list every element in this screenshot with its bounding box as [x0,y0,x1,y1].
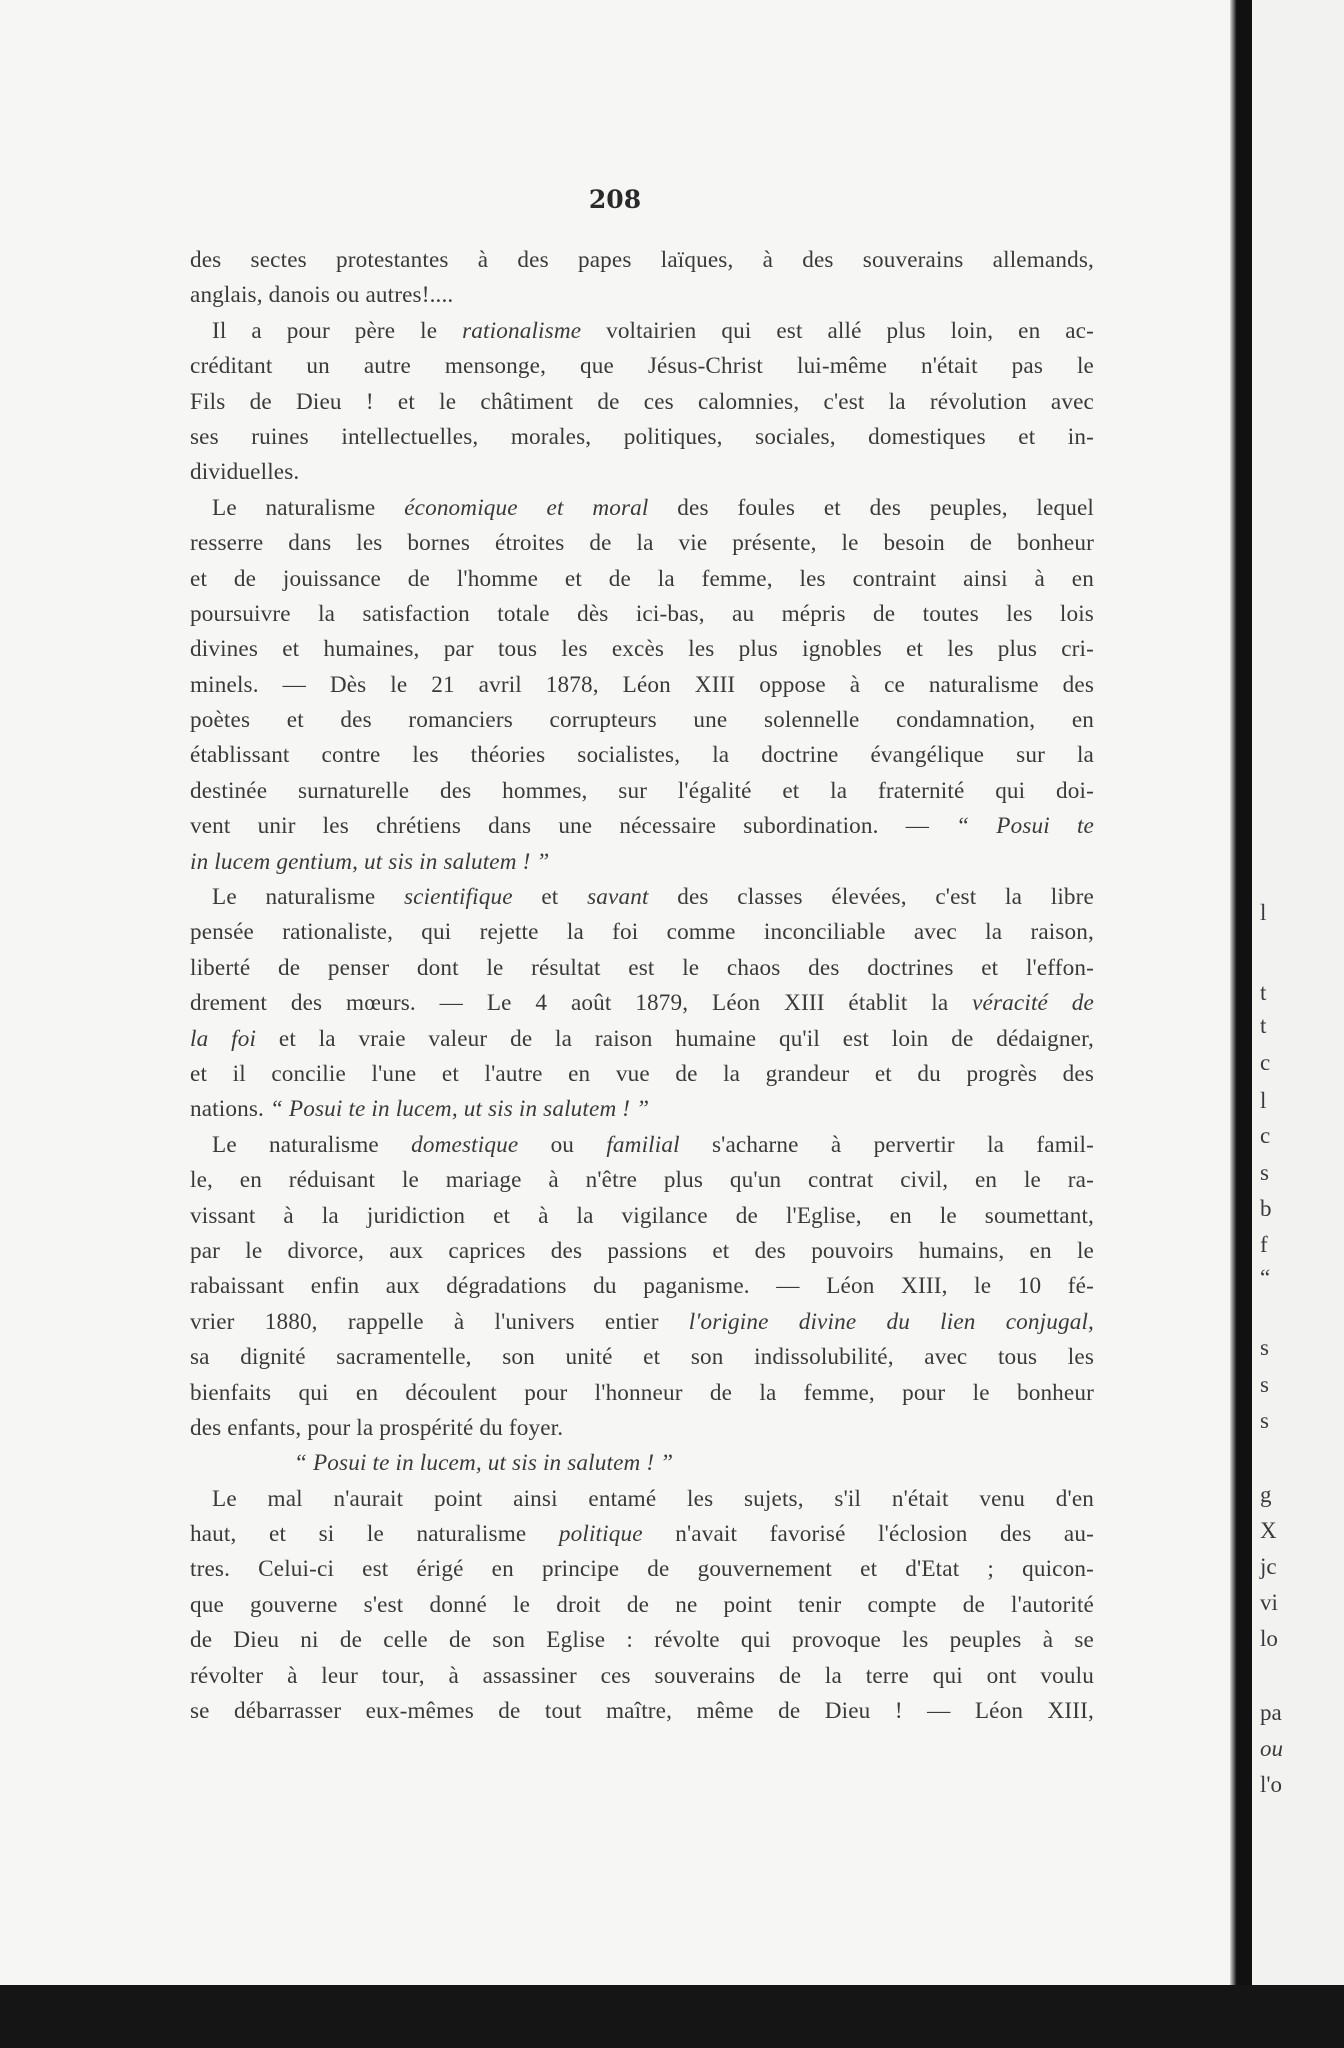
text-line [190,491,1094,526]
text-segment: Le naturalisme [212,494,405,521]
text-line [190,738,1094,773]
text-segment: ou [518,1131,607,1158]
right-page-fragment: t [1260,1013,1267,1038]
text-line [190,809,1094,844]
text-segment: resserre dans les bornes étroites de la vie présente, le besoin de bonheur [190,530,1094,557]
right-page-fragment: “ [1260,1265,1271,1290]
text-segment: vrier 1880, rappelle à l'univers entier [190,1308,689,1335]
text-segment: Le naturalisme [212,884,404,911]
text-segment: poètes et des romanciers corrupteurs une solennelle condamnation, en [190,707,1094,734]
text-line [190,1092,1094,1127]
text-segment: et [512,884,588,911]
text-line [190,1340,1094,1375]
text-line [190,668,1094,703]
text-segment: établissant contre les théories socialistes, la doctrine évangélique sur la [190,742,1094,769]
text-line [190,1482,1094,1517]
text-segment: n'avait favorisé l'éclosion des au- [642,1521,1094,1548]
text-segment: et de jouissance de l'homme et de la femme, les contraint ainsi à en [190,565,1094,592]
right-page-edge [1252,0,1344,1985]
right-page-fragment: jc [1260,1554,1277,1579]
text-line [190,1022,1094,1057]
text-line [190,1057,1094,1092]
text-segment: bienfaits qui en découlent pour l'honneur de la femme, pour le bonheur [190,1379,1094,1406]
text-segment: anglais, danois ou autres!.... [190,282,454,309]
text-segment: liberté de penser dont le résultat est le chaos des doctrines et l'effon- [190,954,1094,981]
text-segment: par le divorce, aux caprices des passions et des pouvoirs humains, en le [190,1237,1094,1264]
italic-text: domestique [411,1131,519,1158]
text-segment: tres. Celui-ci est érigé en principe de gouvernement et d'Etat ; quicon- [190,1556,1094,1583]
text-line [190,278,1094,313]
text-line [190,703,1094,738]
text-line [190,1411,1094,1446]
italic-text: la foi [190,1025,257,1052]
text-line [190,951,1094,986]
text-segment: s'acharne à pervertir la famil- [679,1131,1094,1158]
italic-text: savant [587,884,649,911]
text-segment: pensée rationaliste, qui rejette la foi comme inconciliable avec la raison, [190,919,1094,946]
text-line [190,1269,1094,1304]
right-page-fragment: ou [1260,1736,1283,1761]
text-line [190,1305,1094,1340]
right-page-fragment: s [1260,1408,1269,1433]
text-line [190,1163,1094,1198]
right-page-fragment: c [1260,1050,1271,1075]
body-text [190,243,1094,1729]
page-number: 208 [588,185,642,214]
text-line [190,1659,1094,1694]
text-segment: Le naturalisme [212,1131,412,1158]
scan-bottom-edge [0,1985,1344,2048]
text-line [190,562,1094,597]
text-line [190,1694,1094,1729]
italic-text: économique et moral [404,494,649,521]
text-segment: Fils de Dieu ! et le châtiment de ces calomnies, c'est la révolution avec [190,388,1094,415]
text-segment: des enfants, pour la prospérité du foyer. [190,1414,564,1441]
italic-text: rationalisme [462,317,582,344]
text-line [190,1128,1094,1163]
right-page-fragment: b [1260,1196,1272,1221]
text-segment: de Dieu ni de celle de son Eglise : révolte qui provoque les peuples à se [190,1627,1094,1654]
italic-text: scientifique [403,884,513,911]
text-segment: ses ruines intellectuelles, morales, politiques, sociales, domestiques et in- [190,423,1094,450]
italic-text: l'origine divine du lien conjugal, [688,1308,1094,1335]
right-page-fragment: f [1260,1232,1268,1257]
text-segment: sa dignité sacramentelle, son unité et son indissolubilité, avec tous les [190,1344,1094,1371]
text-line [190,986,1094,1021]
italic-text: “ Posui te in lucem, ut sis in salutem ! ” [294,1450,674,1477]
right-page-fragment: s [1260,1160,1269,1185]
text-segment: destinée surnaturelle des hommes, sur l'égalité et la fraternité qui doi- [190,777,1094,804]
italic-text: in lucem gentium, ut sis in salutem ! ” [190,848,550,875]
italic-text: véracité de [972,990,1094,1017]
text-segment: le, en réduisant le mariage à n'être plus qu'un contrat civil, en le ra- [190,1167,1094,1194]
right-page-fragment: t [1260,980,1267,1005]
text-line [190,420,1094,455]
text-segment: Le mal n'aurait point ainsi entamé les sujets, s'il n'était venu d'en [212,1485,1094,1512]
text-line [190,1588,1094,1623]
text-segment: Il a pour père le [212,317,463,344]
book-gutter [1230,0,1252,1985]
right-page-fragment: vi [1260,1590,1278,1615]
text-segment: rabaissant enfin aux dégradations du paganisme. — Léon XIII, le 10 fé- [190,1273,1094,1300]
text-line [190,1446,1094,1481]
text-line [190,1623,1094,1658]
right-page-fragment: s [1260,1372,1269,1397]
text-line [190,1517,1094,1552]
italic-text: familial [606,1131,680,1158]
right-page-fragment: c [1260,1123,1271,1148]
text-segment: vent unir les chrétiens dans une nécessaire subordination. — [190,813,957,840]
text-segment: dividuelles. [190,459,300,486]
text-segment: haut, et si le naturalisme [190,1521,559,1548]
text-line [190,385,1094,420]
text-segment: créditant un autre mensonge, que Jésus-Christ lui-même n'était pas le [190,353,1094,380]
text-line [190,774,1094,809]
text-segment: drement des mœurs. — Le 4 août 1879, Léon XIII établit la [190,990,973,1017]
text-segment: vissant à la juridiction et à la vigilance de l'Eglise, en le soumettant, [190,1202,1094,1229]
right-page-fragment: s [1260,1335,1269,1360]
text-line [190,632,1094,667]
text-segment: voltairien qui est allé plus loin, en ac- [581,317,1094,344]
italic-text: “ Posui te in lucem, ut sis in salutem ! ” [269,1096,650,1123]
right-page-fragment: l [1260,900,1267,925]
text-line [190,526,1094,561]
text-segment: et il concilie l'une et l'autre en vue de la grandeur et du progrès des [190,1060,1094,1087]
right-page-fragment: pa [1260,1700,1282,1725]
text-segment: des foules et des peuples, lequel [648,494,1094,521]
text-line [190,314,1094,349]
text-segment: que gouverne s'est donné le droit de ne point tenir compte de l'autorité [190,1591,1094,1618]
text-line [190,597,1094,632]
right-page-fragment: X [1260,1518,1277,1543]
right-page-fragment: l'o [1260,1772,1283,1797]
text-line [190,1234,1094,1269]
text-segment: et la vraie valeur de la raison humaine qu'il est loin de dédaigner, [256,1025,1094,1052]
right-page-fragment: g [1260,1482,1272,1507]
text-segment: divines et humaines, par tous les excès les plus ignobles et les plus cri- [190,636,1094,663]
text-line [190,1376,1094,1411]
text-segment: des classes élevées, c'est la libre [648,884,1094,911]
text-line [190,243,1094,278]
text-segment: minels. — Dès le 21 avril 1878, Léon XIII oppose à ce naturalisme des [190,671,1094,698]
text-line [190,1552,1094,1587]
text-segment: des sectes protestantes à des papes laïques, à des souverains allemands, [190,247,1094,273]
italic-text: politique [558,1521,643,1548]
text-line [190,915,1094,950]
text-line [190,349,1094,384]
text-line [190,880,1094,915]
text-line [190,1199,1094,1234]
italic-text: “ Posui te [956,813,1094,840]
text-segment: révolter à leur tour, à assassiner ces souverains de la terre qui ont voulu [190,1662,1094,1689]
right-page-fragment: lo [1260,1626,1278,1651]
right-page-fragment: l [1260,1088,1267,1113]
text-segment: poursuivre la satisfaction totale dès ici-bas, au mépris de toutes les lois [190,600,1094,627]
text-line [190,455,1094,490]
text-segment: nations. [190,1096,270,1123]
text-line [190,845,1094,880]
text-segment: se débarrasser eux-mêmes de tout maître, même de Dieu ! — Léon XIII, [190,1698,1094,1725]
